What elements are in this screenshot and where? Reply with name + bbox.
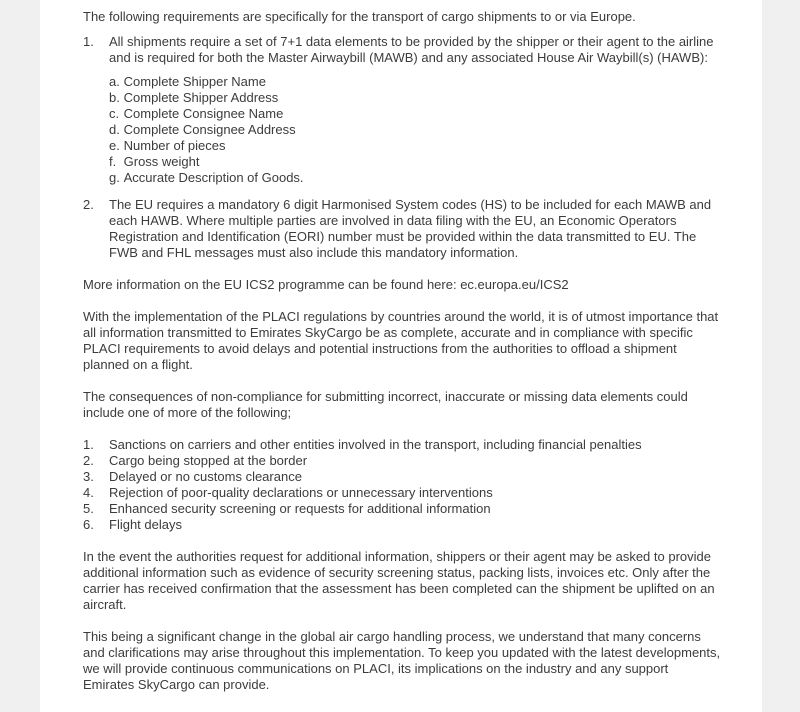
element-letter: g. bbox=[109, 170, 120, 185]
consequence-text: Rejection of poor-quality declarations or unnecessary interventions bbox=[109, 485, 493, 500]
element-text: Complete Shipper Address bbox=[123, 90, 279, 105]
consequences-intro: The consequences of non-compliance for submitting incorrect, inaccurate or missing data elements could include one of more of the following; bbox=[83, 389, 688, 420]
closing-paragraph: This being a significant change in the global air cargo handling process, we understand that many concerns and clarifications may arise throughout this implementation. To keep you updated with the latest developments, we will provide continuous communications on PLACI, its implications on the industry and any support Emirates SkyCargo can provide. bbox=[83, 629, 721, 692]
data-element-item bbox=[109, 138, 723, 154]
placi-paragraph: With the implementation of the PLACI regulations by countries around the world, it is of utmost importance that all information transmitted to Emirates SkyCargo be as complete, accurate and in compliance with specific PLACI requirements to avoid delays and potential instructions from the authorities to offload a shipment planned on a flight. bbox=[83, 309, 719, 372]
element-text: Complete Consignee Address bbox=[123, 122, 296, 137]
authorities-paragraph: In the event the authorities request for additional information, shippers or their agent may be asked to provide additional information such as evidence of security screening status, packing lists, invoices etc. Only after the carrier has received confirmation that the assessment has been completed can the shipment be uplifted on an aircraft. bbox=[83, 549, 715, 612]
requirement-number: 1. bbox=[83, 34, 94, 49]
data-element-item bbox=[109, 154, 723, 170]
data-elements-list bbox=[109, 74, 723, 186]
element-text: Accurate Description of Goods. bbox=[123, 170, 304, 185]
intro-text: The following requirements are specifically for the transport of cargo shipments to or via Europe. bbox=[83, 9, 636, 24]
element-letter: e. bbox=[109, 138, 120, 153]
consequence-number: 2. bbox=[83, 453, 94, 468]
consequence-number: 6. bbox=[83, 517, 94, 532]
data-element-item bbox=[109, 170, 723, 186]
requirement-item bbox=[83, 34, 723, 186]
consequence-text: Sanctions on carriers and other entities involved in the transport, including financial penalties bbox=[109, 437, 642, 452]
data-element-item bbox=[109, 90, 723, 106]
consequence-number: 5. bbox=[83, 501, 94, 516]
email-page bbox=[40, 0, 762, 712]
requirements-list bbox=[83, 34, 723, 261]
element-letter: a. bbox=[109, 74, 120, 89]
requirement-text: All shipments require a set of 7+1 data elements to be provided by the shipper or their agent to the airline and is required for both the Master Airwaybill (MAWB) and any associated House Air Waybill(s) (HAWB): bbox=[109, 34, 714, 65]
consequence-number: 1. bbox=[83, 437, 94, 452]
requirement-number: 2. bbox=[83, 197, 94, 212]
requirement-item bbox=[83, 197, 723, 261]
consequence-item bbox=[83, 469, 723, 485]
consequence-number: 3. bbox=[83, 469, 94, 484]
data-element-item bbox=[109, 122, 723, 138]
consequence-item bbox=[83, 485, 723, 501]
consequence-text: Flight delays bbox=[109, 517, 182, 532]
element-letter: d. bbox=[109, 122, 120, 137]
element-letter: b. bbox=[109, 90, 120, 105]
element-letter: f. bbox=[109, 154, 117, 169]
consequence-number: 4. bbox=[83, 485, 94, 500]
email-body bbox=[83, 9, 723, 693]
consequence-item bbox=[83, 501, 723, 517]
requirement-text: The EU requires a mandatory 6 digit Harmonised System codes (HS) to be included for each MAWB and each HAWB. Where multiple parties are involved in data filing with the EU, an Economic Operators Registration and Identification (EORI) number must be provided within the data transmitted to EU. The FWB and FHL messages must also include this mandatory information. bbox=[109, 197, 712, 260]
element-text: Complete Consignee Name bbox=[123, 106, 284, 121]
consequence-item bbox=[83, 437, 723, 453]
element-text: Number of pieces bbox=[123, 138, 226, 153]
consequence-text: Delayed or no customs clearance bbox=[109, 469, 302, 484]
consequences-list bbox=[83, 437, 723, 533]
element-text: Gross weight bbox=[123, 154, 200, 169]
element-text: Complete Shipper Name bbox=[123, 74, 266, 89]
data-element-item bbox=[109, 74, 723, 90]
consequence-text: Cargo being stopped at the border bbox=[109, 453, 308, 468]
data-element-item bbox=[109, 106, 723, 122]
consequence-text: Enhanced security screening or requests for additional information bbox=[109, 501, 491, 516]
element-letter: c. bbox=[109, 106, 120, 121]
consequence-item bbox=[83, 517, 723, 533]
consequence-item bbox=[83, 453, 723, 469]
ics2-info-text: More information on the EU ICS2 programme can be found here: ec.europa.eu/ICS2 bbox=[83, 277, 569, 292]
